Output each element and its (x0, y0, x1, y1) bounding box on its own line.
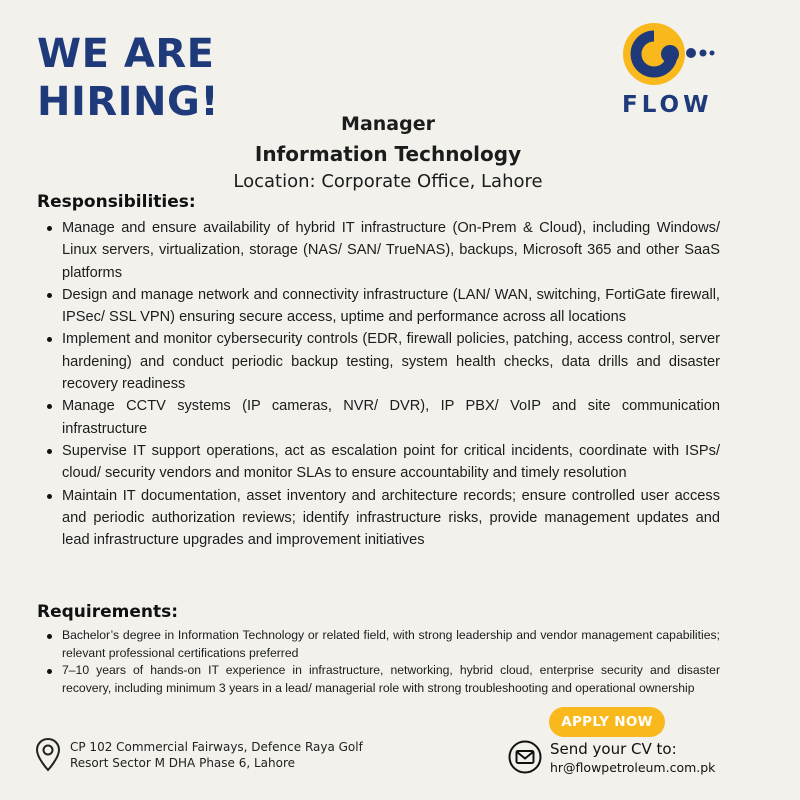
job-location: Location: Corporate Office, Lahore (233, 171, 543, 192)
job-subtitle: Information Technology (254, 142, 522, 166)
location-pin-icon (35, 737, 61, 773)
headline-line-2: HIRING! (37, 79, 220, 125)
address-line-2: Resort Sector M DHA Phase 6, Lahore (70, 756, 296, 770)
list-item: Supervise IT support operations, act as escalation point for critical incidents, coordinate with ISPs/ cloud/ security vendors and monitor SLAs to ensure accountability and timely resolution (40, 440, 720, 485)
responsibilities-heading: Responsibilities: (37, 192, 196, 212)
requirements-list (40, 627, 720, 697)
list-item: Implement and monitor cybersecurity controls (EDR, firewall policies, patching, access control, server hardening) and conduct periodic backup testing, system health checks, data drills and disaster recovery readiness (40, 328, 720, 395)
brand-name: FLOW (622, 92, 713, 118)
job-title: Manager (341, 113, 435, 135)
apply-now-button[interactable]: APPLY NOW (549, 707, 665, 737)
requirements-heading: Requirements: (37, 602, 179, 622)
address-line-1: CP 102 Commercial Fairways, Defence Raya Golf (70, 740, 363, 754)
hiring-headline (37, 30, 219, 126)
list-item: Manage CCTV systems (IP cameras, NVR/ DVR), IP PBX/ VoIP and site communication infrastructure (40, 395, 720, 440)
office-address (70, 739, 363, 771)
list-item: Maintain IT documentation, asset inventory and architecture records; ensure controlled user access and periodic authorization reviews; identify infrastructure risks, provide management updates and lead infrastructure upgrades and improvement initiatives (40, 485, 720, 552)
list-item: Bachelor’s degree in Information Technology or related field, with strong leadership and vendor management capabilities; relevant professional certifications preferred (40, 627, 720, 662)
responsibilities-list (40, 217, 720, 551)
list-item: 7–10 years of hands-on IT experience in infrastructure, networking, hybrid cloud, enterprise security and disaster recovery, including minimum 3 years in a lead/ managerial role with strong troubleshooting and operational ownership (40, 662, 720, 697)
headline-line-1: WE ARE (37, 31, 215, 77)
contact-email-link[interactable]: hr@flowpetroleum.com.pk (550, 760, 716, 775)
envelope-icon (508, 740, 542, 774)
cv-label: Send your CV to: (550, 740, 677, 758)
list-item: Design and manage network and connectivity infrastructure (LAN/ WAN, switching, FortiGate firewall, IPSec/ SSL VPN) ensuring secure access, uptime and performance across all locations (40, 284, 720, 329)
list-item: Manage and ensure availability of hybrid IT infrastructure (On-Prem & Cloud), including Windows/ Linux servers, virtualization, storage (NAS/ SAN/ TrueNAS), backups, Microsoft 365 and other SaaS platforms (40, 217, 720, 284)
